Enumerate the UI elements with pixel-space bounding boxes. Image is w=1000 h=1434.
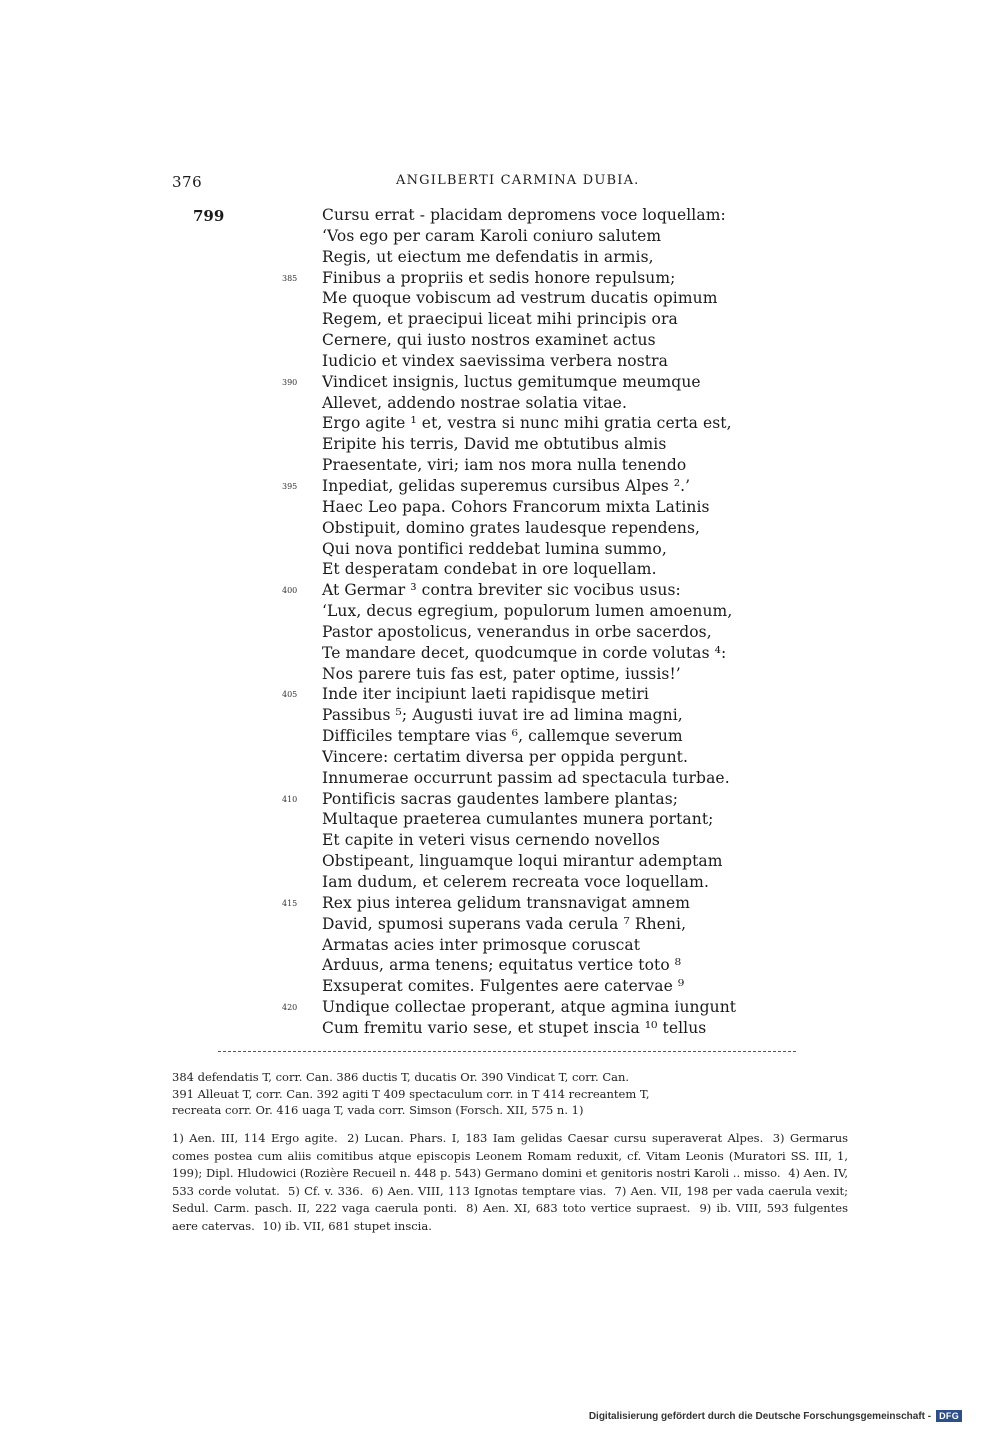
line-number: 415 <box>282 898 298 908</box>
line-text: Qui nova pontifici reddebat lumina summo, <box>322 539 667 558</box>
poem-line <box>0 872 1000 893</box>
poem-line <box>0 455 1000 476</box>
line-number: 385 <box>282 273 298 283</box>
line-text: Passibus ⁵; Augusti iuvat ire ad limina magni, <box>322 706 683 725</box>
poem-line <box>0 997 1000 1018</box>
poem-line <box>0 497 1000 518</box>
line-text: Allevet, addendo nostrae solatia vitae. <box>322 393 627 412</box>
line-text: Innumerae occurrunt passim ad spectacula turbae. <box>322 768 730 787</box>
line-text: Obstipuit, domino grates laudesque rependens, <box>322 518 701 537</box>
line-text: Regis, ut eiectum me defendatis in armis, <box>322 247 654 266</box>
footnote-entry: 5) Cf. v. 336. <box>288 1183 364 1198</box>
line-text: At Germar ³ contra breviter sic vocibus usus: <box>322 581 681 600</box>
credit-text: Digitalisierung gefördert durch die Deutsche Forschungsgemeinschaft - <box>588 1410 932 1422</box>
footnote-entry: 10) ib. VII, 681 stupet inscia. <box>262 1218 432 1233</box>
line-text: Vincere: certatim diversa per oppida pergunt. <box>322 747 689 766</box>
poem-line <box>0 830 1000 851</box>
line-text: Et desperatam condebat in ore loquellam. <box>322 560 657 579</box>
line-text: Obstipeant, linguamque loqui mirantur ademptam <box>322 852 723 871</box>
line-text: Cernere, qui iusto nostros examinet actus <box>322 331 656 350</box>
poem-line <box>0 955 1000 976</box>
line-text: Regem, et praecipui liceat mihi principis ora <box>322 310 678 329</box>
poem-line <box>0 684 1000 705</box>
line-text: Arduus, arma tenens; equitatus vertice toto ⁸ <box>322 956 682 975</box>
line-text: Undique collectae properant, atque agmina iungunt <box>322 998 737 1017</box>
poem-line <box>0 330 1000 351</box>
line-text: ‘Lux, decus egregium, populorum lumen amoenum, <box>322 602 733 621</box>
poem-line <box>0 747 1000 768</box>
poem-line <box>0 288 1000 309</box>
poem-line <box>0 935 1000 956</box>
line-text: Et capite in veteri visus cernendo novellos <box>322 831 660 850</box>
apparatus-line: recreata corr. Or. 416 uaga T, vada corr. Simson (Forsch. XII, 575 n. 1) <box>172 1103 584 1117</box>
poem-line <box>0 268 1000 289</box>
footnote-entry: 2) Lucan. Phars. I, 183 Iam gelidas Caesar cursu superaverat Alpes. <box>347 1131 764 1145</box>
dfg-logo: DFG <box>936 1410 962 1422</box>
footnote-entry: 8) Aen. XI, 683 toto vertice supraest. <box>466 1201 691 1215</box>
poem-line <box>0 247 1000 268</box>
poem-line <box>0 372 1000 393</box>
running-head: ANGILBERTI CARMINA DUBIA. <box>396 173 640 188</box>
line-text: Inpediat, gelidas superemus cursibus Alpes ².’ <box>322 476 691 495</box>
line-text: Vindicet insignis, luctus gemitumque meumque <box>322 372 701 391</box>
line-text: Eripite his terris, David me obtutibus almis <box>322 435 667 454</box>
footnote-entry: 3) Germarus comes postea cum aliis comitibus atque episcopis Leonem Romam reduxit, cf. Vitam Leonis (Muratori SS. III, 1, 199); Dipl. Hludowici (Rozière Recueil n. 448 p. 543) Germano domini et genitoris nostri Karoli .. misso. <box>172 1131 849 1180</box>
line-text: Iam dudum, et celerem recreata voce loquellam. <box>322 873 709 891</box>
critical-apparatus <box>172 1069 848 1119</box>
poem-text <box>0 205 1000 1039</box>
footnotes <box>172 1130 848 1235</box>
poem-line <box>0 643 1000 664</box>
line-text: Me quoque vobiscum ad vestrum ducatis opimum <box>322 289 718 308</box>
footnote-entry: 7) Aen. VII, 198 per vada caerula vexit; Sedul. Carm. pasch. II, 222 vaga caerula ponti. <box>172 1183 849 1215</box>
apparatus-line: 391 Alleuat T, corr. Can. 392 agiti T 409 spectaculum corr. in T 414 recreantem T, <box>172 1086 650 1101</box>
poem-line <box>0 580 1000 601</box>
poem-line <box>0 705 1000 726</box>
line-number: 400 <box>282 586 298 596</box>
footnote-entry: 1) Aen. III, 114 Ergo agite. <box>172 1131 338 1145</box>
line-text: David, spumosi superans vada cerula ⁷ Rheni, <box>322 914 687 933</box>
poem-line <box>0 226 1000 247</box>
poem-line <box>0 664 1000 685</box>
line-text: Exsuperat comites. Fulgentes aere catervae ⁹ <box>322 977 685 996</box>
line-text: Armatas acies inter primosque coruscat <box>322 935 641 954</box>
poem-line <box>0 518 1000 539</box>
line-number: 420 <box>282 1003 298 1013</box>
poem-line <box>0 351 1000 372</box>
line-text: Cum fremitu vario sese, et stupet inscia ¹⁰ tellus <box>322 1018 707 1037</box>
poem-line <box>0 539 1000 560</box>
poem-line <box>0 789 1000 810</box>
line-text: Te mandare decet, quodcumque in corde volutas ⁴: <box>322 643 727 662</box>
line-number: 395 <box>282 481 298 491</box>
line-text: Pontificis sacras gaudentes lambere plantas; <box>322 789 679 808</box>
line-number: 405 <box>282 690 298 700</box>
line-number: 390 <box>282 377 298 387</box>
poem-line <box>0 976 1000 997</box>
poem-line <box>0 434 1000 455</box>
poem-line <box>0 205 1000 226</box>
poem-line <box>0 413 1000 434</box>
line-text: Ergo agite ¹ et, vestra si nunc mihi gratia certa est, <box>322 414 732 433</box>
line-text: Inde iter incipiunt laeti rapidisque metiri <box>322 685 649 704</box>
line-text: Iudicio et vindex saevissima verbera nostra <box>322 351 668 370</box>
poem-line <box>0 768 1000 789</box>
line-text: Praesentate, viri; iam nos mora nulla tenendo <box>322 456 687 475</box>
line-text: ‘Vos ego per caram Karoli coniuro salutem <box>322 226 662 245</box>
line-text: Finibus a propriis et sedis honore repulsum; <box>322 268 676 287</box>
footnote-entry: 4) Aen. IV, 533 corde volutat. <box>172 1166 849 1198</box>
line-text: Difficiles temptare vias ⁶, callemque severum <box>322 727 683 746</box>
line-text: Haec Leo papa. Cohors Francorum mixta Latinis <box>322 497 710 516</box>
digitization-credit <box>589 1410 962 1422</box>
poem-line <box>0 851 1000 872</box>
poem-line <box>0 1018 1000 1039</box>
line-text: Pastor apostolicus, venerandus in orbe sacerdos, <box>322 622 712 641</box>
poem-line <box>0 393 1000 414</box>
footnote-entry: 6) Aen. VIII, 113 Ignotas temptare vias. <box>371 1183 607 1198</box>
poem-line <box>0 914 1000 935</box>
footnote-entry: 9) ib. VIII, 593 fulgentes aere catervas. <box>172 1201 849 1233</box>
apparatus-line: 384 defendatis T, corr. Can. 386 ductis T, ducatis Or. 390 Vindicat T, corr. Can. <box>172 1070 630 1084</box>
line-text: Cursu errat - placidam depromens voce loquellam: <box>322 206 726 224</box>
footnote-divider <box>218 1051 796 1052</box>
line-text: Multaque praeterea cumulantes munera portant; <box>322 810 714 829</box>
poem-line <box>0 309 1000 330</box>
poem-line <box>0 601 1000 622</box>
page-number: 376 <box>172 173 203 191</box>
poem-line <box>0 476 1000 497</box>
poem-line <box>0 726 1000 747</box>
poem-line <box>0 559 1000 580</box>
poem-line <box>0 809 1000 830</box>
year-label: 799 <box>193 207 225 225</box>
line-text: Nos parere tuis fas est, pater optime, iussis!’ <box>322 664 681 683</box>
poem-line <box>0 622 1000 643</box>
line-text: Rex pius interea gelidum transnavigat amnem <box>322 893 691 912</box>
footnote-paragraph <box>172 1130 848 1235</box>
poem-line <box>0 893 1000 914</box>
line-number: 410 <box>282 794 298 804</box>
